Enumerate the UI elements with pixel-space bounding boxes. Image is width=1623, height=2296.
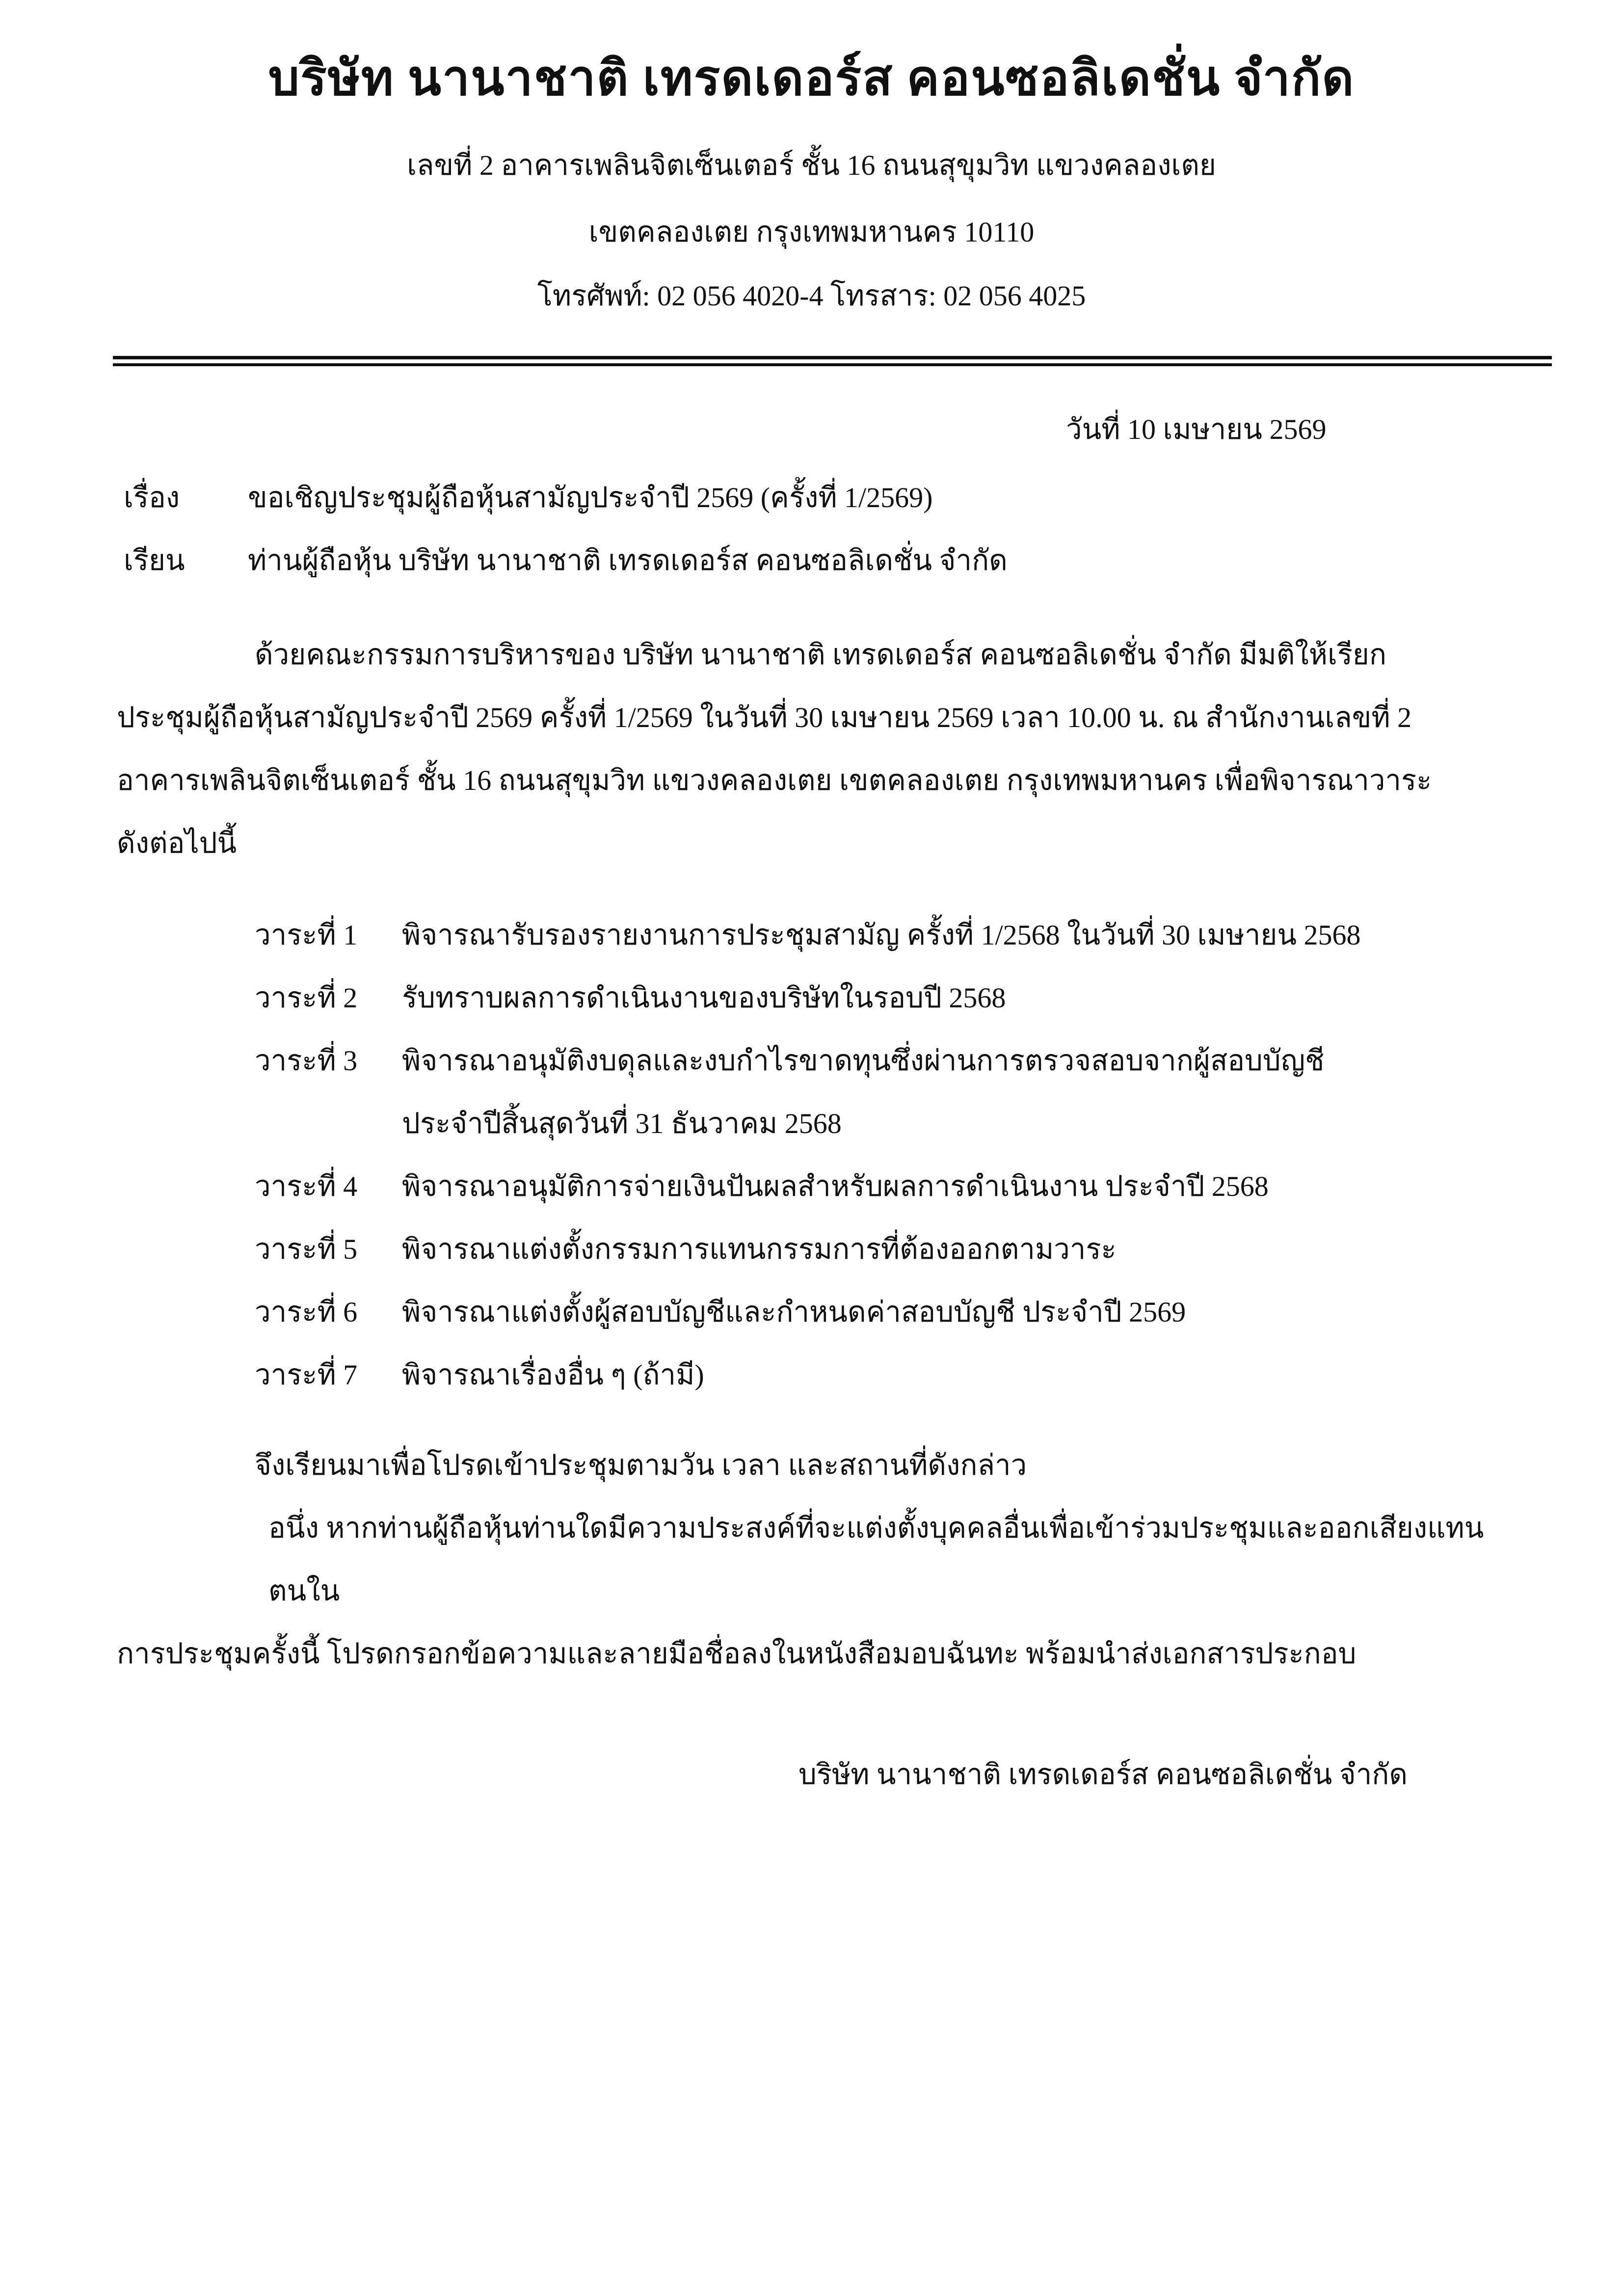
letterhead-divider-rule bbox=[113, 356, 1552, 366]
intro-paragraph bbox=[117, 623, 1511, 875]
agenda-item-4 bbox=[255, 1155, 1511, 1218]
agenda-item-label: วาระที่ 6 bbox=[255, 1296, 358, 1328]
agenda-item-label: วาระที่ 2 bbox=[255, 982, 358, 1014]
signature-company-name: บริษัท นานาชาติ เทรดเดอร์ส คอนซอลิเดชั่น จำกัด bbox=[798, 1758, 1408, 1790]
intro-line: ประชุมผู้ถือหุ้นสามัญประจำปี 2569 ครั้งที่ 1/2569 ในวันที่ 30 เมษายน 2569 เวลา 10.00 น. ณ สำนักงานเลขที่ 2 bbox=[117, 702, 1412, 733]
subject-row bbox=[124, 477, 1510, 518]
to-row bbox=[124, 540, 1510, 581]
subject-label: เรื่อง bbox=[124, 482, 180, 513]
subject-text: ขอเชิญประชุมผู้ถือหุ้นสามัญประจำปี 2569 (ครั้งที่ 1/2569) bbox=[248, 482, 933, 513]
proxy-paragraph bbox=[117, 1497, 1511, 1685]
proxy-line: อนึ่ง หากท่านผู้ถือหุ้นท่านใดมีความประสงค์ที่จะแต่งตั้งบุคคลอื่นเพื่อเข้าร่วมประชุมและออกเสียงแทนตนใน bbox=[268, 1512, 1484, 1607]
agenda-item-text: พิจารณาเรื่องอื่น ๆ (ถ้ามี) bbox=[402, 1359, 704, 1391]
closing-sentence bbox=[117, 1434, 1511, 1497]
agenda-item-label: วาระที่ 3 bbox=[255, 1045, 358, 1077]
agenda-item-label: วาระที่ 4 bbox=[255, 1170, 358, 1202]
agenda-list bbox=[255, 904, 1511, 1406]
intro-line: อาคารเพลินจิตเซ็นเตอร์ ชั้น 16 ถนนสุขุมวิท แขวงคลองเตย เขตคลองเตย กรุงเทพมหานคร เพื่อพิจารณาวาระ bbox=[117, 764, 1432, 796]
intro-line: ดังต่อไปนี้ bbox=[117, 827, 237, 859]
company-name-title: บริษัท นานาชาติ เทรดเดอร์ส คอนซอลิเดชั่น จำกัด bbox=[268, 51, 1355, 106]
agenda-item-1 bbox=[255, 904, 1511, 967]
closing-line: จึงเรียนมาเพื่อโปรดเข้าประชุมตามวัน เวลา และสถานที่ดังกล่าว bbox=[255, 1449, 1027, 1481]
to-text: ท่านผู้ถือหุ้น บริษัท นานาชาติ เทรดเดอร์ส คอนซอลิเดชั่น จำกัด bbox=[248, 544, 1008, 576]
agenda-item-text: พิจารณาแต่งตั้งผู้สอบบัญชีและกำหนดค่าสอบบัญชี ประจำปี 2569 bbox=[402, 1296, 1186, 1328]
agenda-item-text: พิจารณาแต่งตั้งกรรมการแทนกรรมการที่ต้องออกตามวาระ bbox=[402, 1233, 1117, 1265]
agenda-item-text: พิจารณาอนุมัติการจ่ายเงินปันผลสำหรับผลการดำเนินงาน ประจำปี 2568 bbox=[402, 1170, 1269, 1202]
company-address-line1: เลขที่ 2 อาคารเพลินจิตเซ็นเตอร์ ชั้น 16 ถนนสุขุมวิท แขวงคลองเตย bbox=[407, 149, 1216, 181]
agenda-item-label: วาระที่ 7 bbox=[255, 1359, 358, 1391]
to-label: เรียน bbox=[124, 544, 185, 576]
agenda-item-5 bbox=[255, 1218, 1511, 1281]
agenda-item-3 bbox=[255, 1029, 1511, 1155]
agenda-item-text: พิจารณาอนุมัติงบดุลและงบกำไรขาดทุนซึ่งผ่านการตรวจสอบจากผู้สอบบัญชี bbox=[402, 1045, 1325, 1077]
agenda-item-text-continued: ประจำปีสิ้นสุดวันที่ 31 ธันวาคม 2568 bbox=[402, 1107, 842, 1139]
proxy-line: การประชุมครั้งนี้ โปรดกรอกข้อความและลายมือชื่อลงในหนังสือมอบฉันทะ พร้อมนำส่งเอกสารประกอบ bbox=[117, 1638, 1357, 1670]
letter-date: วันที่ 10 เมษายน 2569 bbox=[1066, 413, 1327, 445]
company-address-line2: เขตคลองเตย กรุงเทพมหานคร 10110 bbox=[588, 216, 1035, 248]
agenda-item-label: วาระที่ 1 bbox=[255, 919, 358, 951]
agenda-item-2 bbox=[255, 967, 1511, 1029]
agenda-item-text: รับทราบผลการดำเนินงานของบริษัทในรอบปี 2568 bbox=[402, 982, 1006, 1014]
agenda-item-label: วาระที่ 5 bbox=[255, 1233, 358, 1265]
agenda-item-text: พิจารณารับรองรายงานการประชุมสามัญ ครั้งที่ 1/2568 ในวันที่ 30 เมษายน 2568 bbox=[402, 919, 1361, 951]
agenda-item-6 bbox=[255, 1281, 1511, 1344]
intro-line: ด้วยคณะกรรมการบริหารของ บริษัท นานาชาติ เทรดเดอร์ส คอนซอลิเดชั่น จำกัด มีมติให้เรียก bbox=[255, 639, 1387, 671]
company-phone-fax-line: โทรศัพท์: 02 056 4020-4 โทรสาร: 02 056 4025 bbox=[537, 280, 1086, 312]
agenda-item-7 bbox=[255, 1344, 1511, 1406]
